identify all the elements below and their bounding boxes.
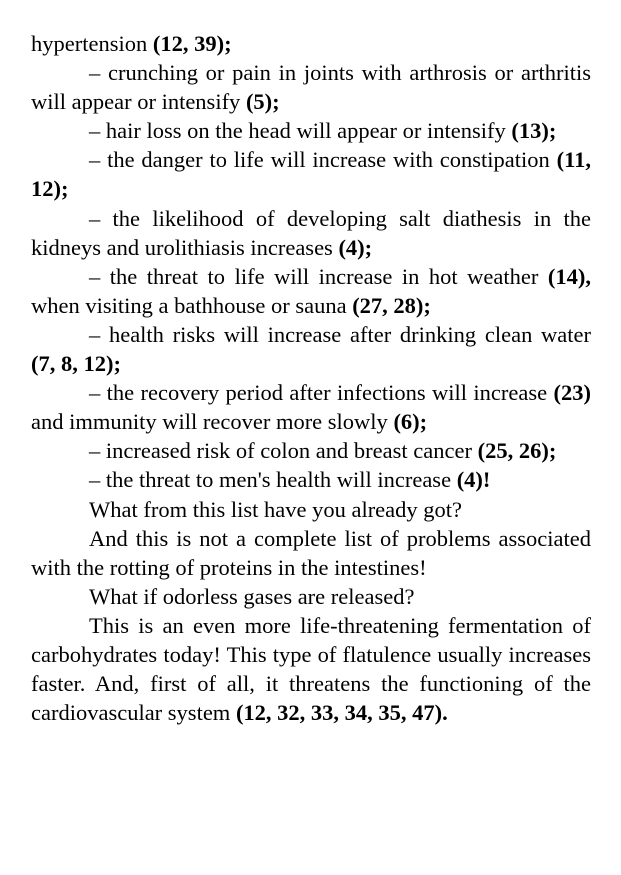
list-item-clean-water [31,320,591,378]
reference-citation: (6); [393,409,428,435]
paragraph-odorless-gases [31,582,591,611]
reference-citation: (4)! [456,467,491,493]
reference-citation: (4); [338,234,373,260]
paragraph-text: – the danger to life will increase with constipation [89,147,557,173]
reference-citation: (27, 28); [352,292,431,318]
reference-citation: (5); [245,89,280,115]
reference-citation: (14), [547,263,591,289]
list-item-cancer [31,436,591,465]
paragraph-text: – the threat to life will increase in hot weather [89,263,548,289]
paragraph-text: – crunching or pain in joints with arthrosis or arthritis will appear or intensify [31,60,591,115]
paragraph-text: – increased risk of colon and breast cancer [89,438,478,464]
list-item-joints [31,58,591,116]
paragraph-text: And this is not a complete list of problems associated with the rotting of proteins in the intestines! [31,525,591,580]
list-item-kidneys [31,204,591,262]
reference-citation: (25, 26); [477,438,557,464]
paragraph-text: – the recovery period after infections will increase [89,380,554,406]
reference-citation: (23) [553,380,591,406]
list-item-constipation [31,145,591,203]
paragraph-text: This is an even more life-threatening fermentation of carbohydrates today! This type of flatulence usually increases faster. And, first of all, it threatens the functioning of the cardiovascular system [31,612,591,726]
paragraph-text: hypertension [31,31,153,56]
reference-citation: (7, 8, 12); [31,351,121,377]
paragraph-text: – health risks will increase after drinking clean water [89,321,591,347]
list-item-hair-loss [31,116,591,145]
list-item-mens-health [31,465,591,494]
paragraph-text: and immunity will recover more slowly [31,380,603,435]
paragraph-text: – hair loss on the head will appear or intensify [89,118,512,144]
reference-citation: (11, 12); [31,147,591,202]
list-item-hot-weather [31,262,608,320]
paragraph-text: What if odorless gases are released? [89,583,415,609]
paragraph-incomplete-list [31,524,591,582]
paragraph-fermentation [31,611,591,727]
list-item-recovery [31,378,603,436]
paragraph-text: – the threat to men's health will increase [89,467,457,493]
reference-citation: (13); [511,118,557,144]
paragraph-text: when visiting a bathhouse or sauna [31,263,608,318]
reference-citation: (12, 32, 33, 34, 35, 47). [235,700,448,726]
document-page [31,29,608,727]
paragraph-text: – the likelihood of developing salt diathesis in the kidneys and urolithiasis increases [31,205,591,260]
reference-citation: (12, 39); [152,31,232,56]
paragraph-text: What from this list have you already got? [89,496,463,522]
paragraph-hypertension [31,29,591,58]
paragraph-question [31,495,591,524]
